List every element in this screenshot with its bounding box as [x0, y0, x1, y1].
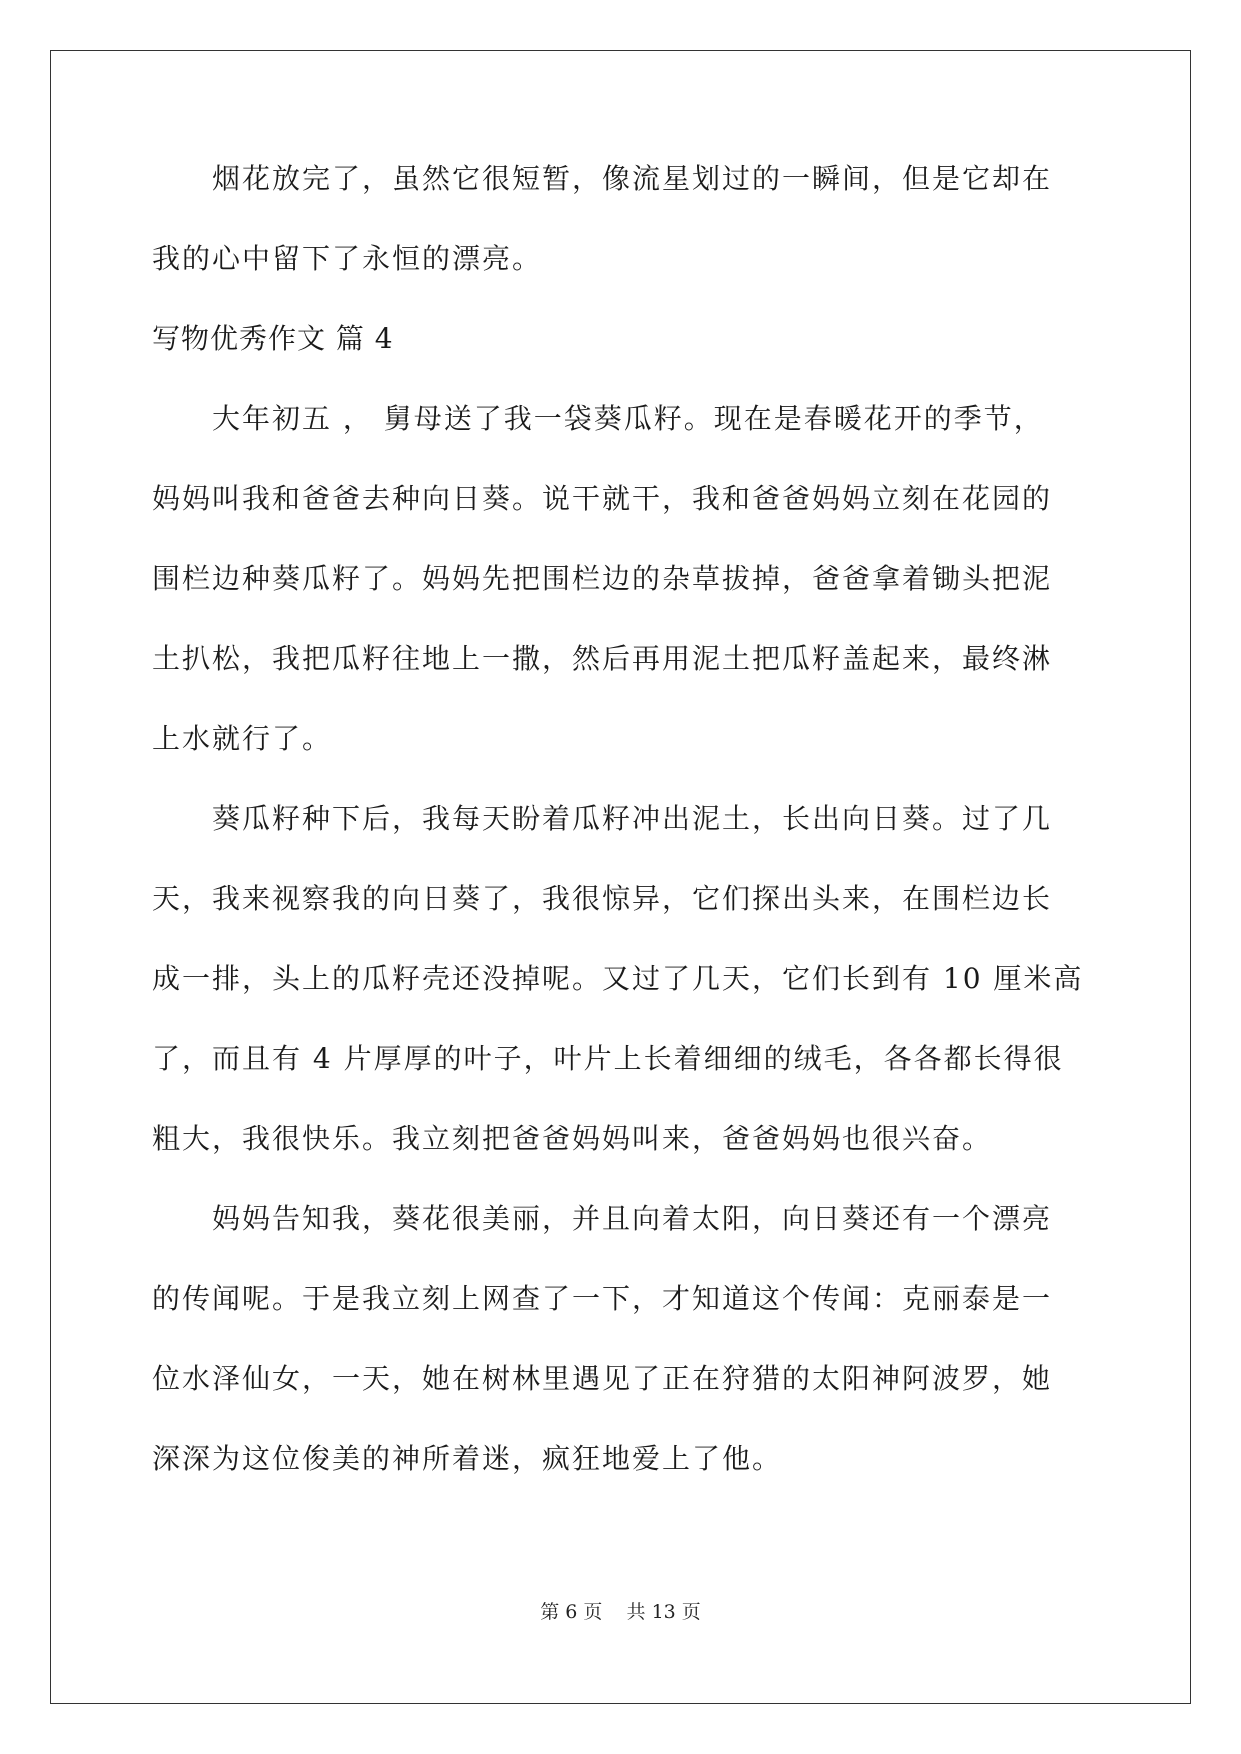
paragraph-line: 烟花放完了，虽然它很短暂，像流星划过的一瞬间，但是它却在: [212, 162, 1053, 195]
page-number: 第 6 页 共 13 页: [540, 1601, 701, 1623]
paragraph-line: 粗大，我很快乐。我立刻把爸爸妈妈叫来，爸爸妈妈也很兴奋。: [152, 1122, 993, 1155]
paragraph-line: 围栏边种葵瓜籽了。妈妈先把围栏边的杂草拔掉，爸爸拿着锄头把泥: [152, 562, 1053, 595]
paragraph-line: 葵瓜籽种下后，我每天盼着瓜籽冲出泥土，长出向日葵。过了几: [212, 802, 1053, 835]
section-heading: 写物优秀作文 篇 4: [152, 322, 394, 355]
paragraph-line: 我的心中留下了永恒的漂亮。: [152, 242, 543, 275]
paragraph-line: 了，而且有 4 片厚厚的叶子，叶片上长着细细的绒毛，各各都长得很: [152, 1042, 1064, 1075]
paragraph-line: 天，我来视察我的向日葵了，我很惊异，它们探出头来，在围栏边长: [152, 882, 1053, 915]
paragraph-line: 妈妈告知我，葵花很美丽，并且向着太阳，向日葵还有一个漂亮: [212, 1202, 1053, 1235]
paragraph-line: 成一排，头上的瓜籽壳还没掉呢。又过了几天，它们长到有 10 厘米高: [152, 962, 1084, 995]
paragraph-line: 土扒松，我把瓜籽往地上一撒，然后再用泥土把瓜籽盖起来，最终淋: [152, 642, 1053, 675]
paragraph-line: 深深为这位俊美的神所着迷，疯狂地爱上了他。: [152, 1442, 783, 1475]
paragraph-line: 上水就行了。: [152, 722, 333, 755]
page-footer: [0, 1600, 1241, 1624]
paragraph-line: 的传闻呢。于是我立刻上网查了一下，才知道这个传闻：克丽泰是一: [152, 1282, 1053, 1315]
paragraph-line: 位水泽仙女，一天，她在树林里遇见了正在狩猎的太阳神阿波罗，她: [152, 1362, 1053, 1395]
document-body: [152, 158, 1092, 1518]
paragraph-line: 大年初五 ， 舅母送了我一袋葵瓜籽。现在是春暖花开的季节，: [212, 402, 1044, 435]
paragraph-line: 妈妈叫我和爸爸去种向日葵。说干就干，我和爸爸妈妈立刻在花园的: [152, 482, 1053, 515]
